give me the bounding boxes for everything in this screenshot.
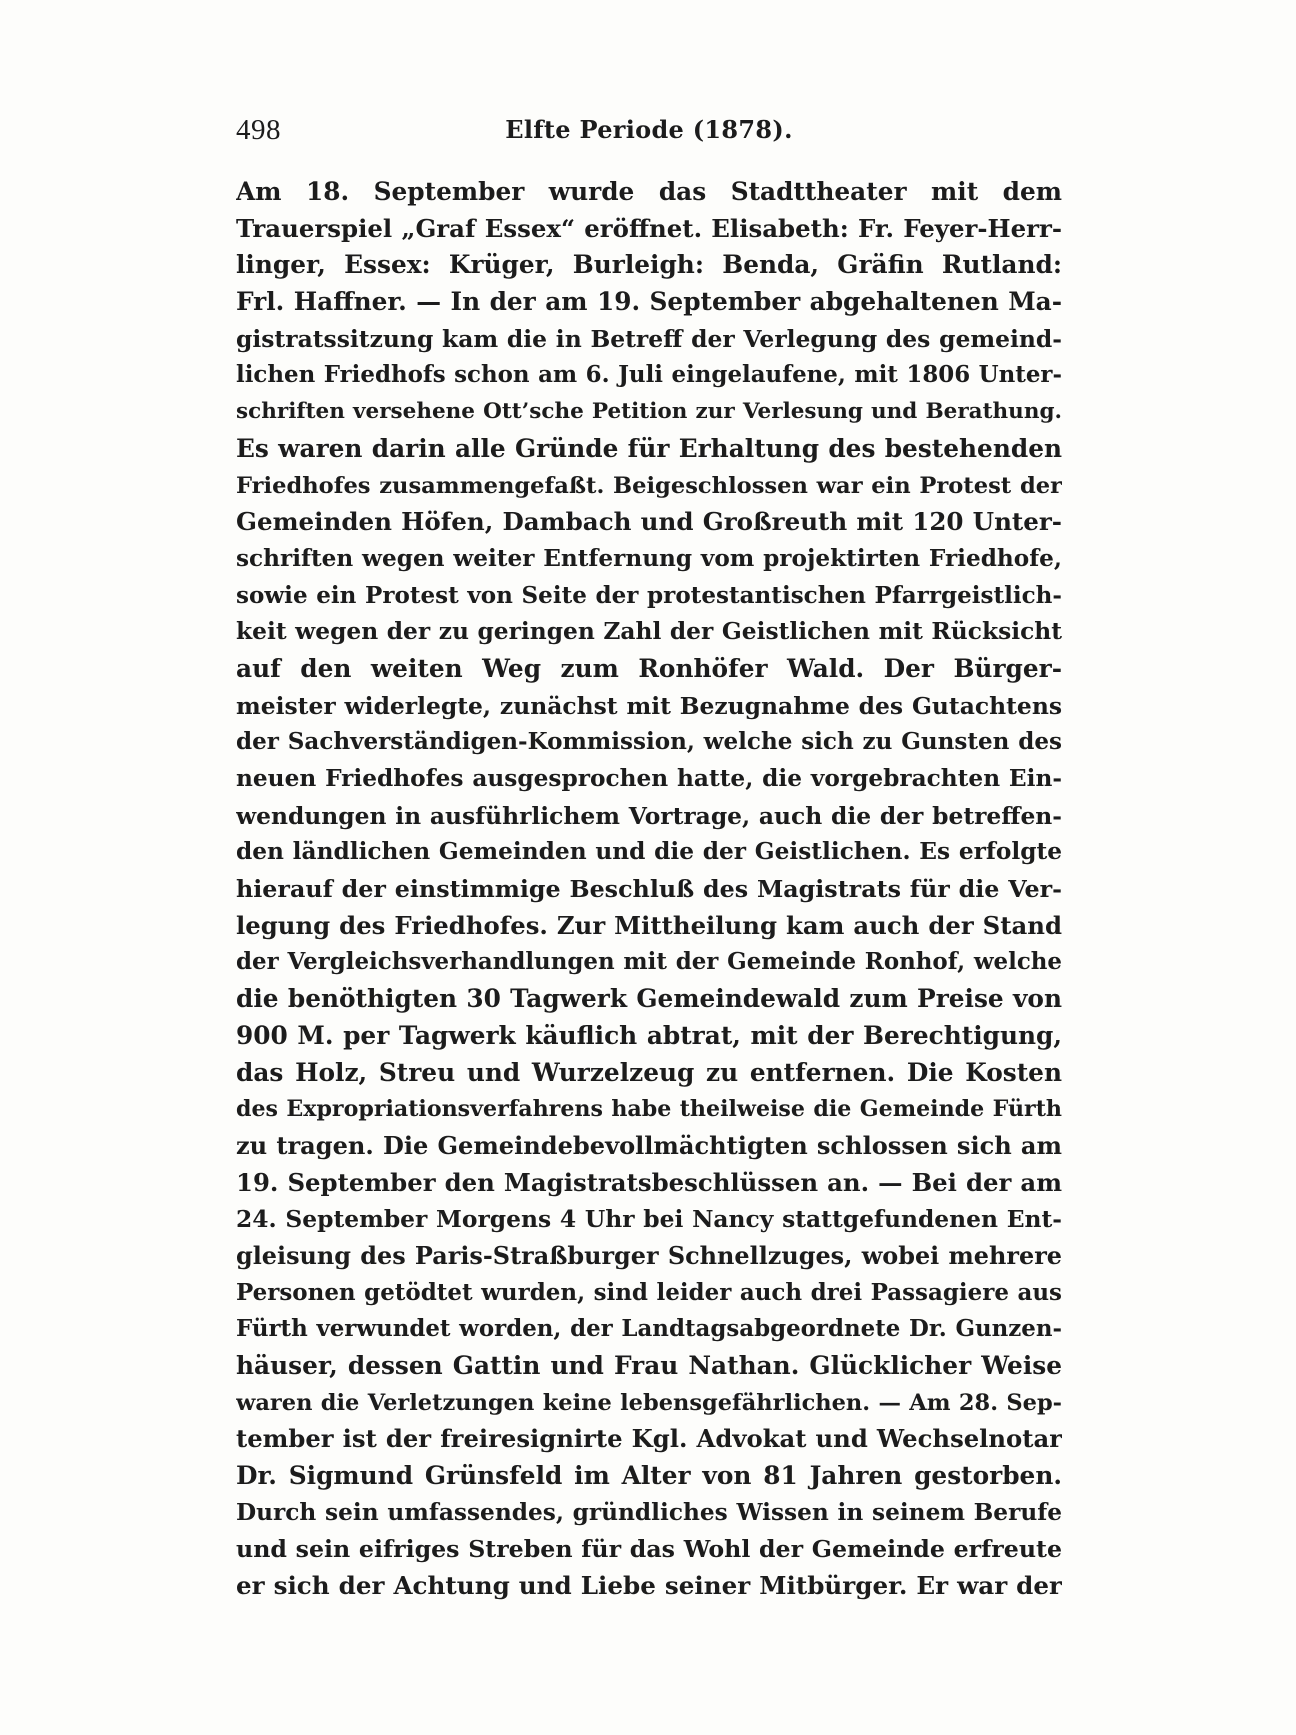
text-line: hierauf der einstimmige Beschluß des Magistrats für die Ver- [236, 875, 1062, 904]
body-text [236, 174, 1062, 1605]
text-line: wendungen in ausführlichem Vortrage, auch die der betreffen- [236, 801, 1062, 830]
text-line: lichen Friedhofs schon am 6. Juli eingelaufene, mit 1806 Unter- [236, 361, 1062, 389]
text-line: sowie ein Protest von Seite der protestantischen Pfarrgeistlich- [236, 581, 1062, 609]
text-line: des Expropriationsverfahrens habe theilweise die Gemeinde Fürth [236, 1096, 1062, 1123]
text-line: gistratssitzung kam die in Betreff der Verlegung des gemeind- [236, 324, 1062, 353]
text-line: Frl. Haffner. — In der am 19. September abgehaltenen Ma- [236, 287, 1062, 317]
text-line: er sich der Achtung und Liebe seiner Mitbürger. Er war der [236, 1571, 1062, 1601]
text-line: 24. September Morgens 4 Uhr bei Nancy stattgefundenen Ent- [236, 1205, 1062, 1234]
text-line: Durch sein umfassendes, gründliches Wissen in seinem Berufe [236, 1498, 1062, 1526]
text-line: linger, Essex: Krüger, Burleigh: Benda, Gräfin Rutland: [236, 250, 1062, 280]
text-line: zu tragen. Die Gemeindebevollmächtigten schlossen sich am [236, 1130, 1062, 1160]
text-line: Dr. Sigmund Grünsfeld im Alter von 81 Jahren gestorben. [236, 1461, 1062, 1491]
text-line: Gemeinden Höfen, Dambach und Großreuth mit 120 Unter- [236, 507, 1062, 537]
text-line: Es waren darin alle Gründe für Erhaltung des bestehenden [236, 433, 1062, 463]
text-line: Am 18. September wurde das Stadttheater mit dem [236, 177, 1062, 206]
text-line: neuen Friedhofes ausgesprochen hatte, die vorgebrachten Ein- [236, 765, 1062, 792]
text-line: auf den weiten Weg zum Ronhöfer Wald. Der Bürger- [236, 653, 1062, 683]
text-line: der Sachverständigen-Kommission, welche sich zu Gunsten des [236, 728, 1062, 756]
text-line: den ländlichen Gemeinden und die der Geistlichen. Es erfolgte [236, 838, 1062, 866]
text-line: meister widerlegte, zunächst mit Bezugnahme des Gutachtens [236, 691, 1062, 720]
page-header [236, 112, 1062, 152]
page-number: 498 [236, 114, 281, 146]
text-line: und sein eifriges Streben für das Wohl der Gemeinde erfreute [236, 1535, 1062, 1564]
text-line: schriften wegen weiter Entfernung vom projektirten Friedhofe, [236, 544, 1062, 572]
text-line: schriften versehene Ott’sche Petition zur Verlesung und Berathung. [236, 399, 1062, 425]
text-line: 19. September den Magistratsbeschlüssen an. — Bei der am [236, 1167, 1062, 1197]
text-line: legung des Friedhofes. Zur Mittheilung kam auch der Stand [236, 910, 1062, 940]
text-line: 900 M. per Tagwerk käuflich abtrat, mit der Berechtigung, [236, 1020, 1062, 1050]
running-head: Elfte Periode (1878). [505, 115, 793, 144]
text-line: Personen getödtet wurden, sind leider auch drei Passagiere aus [236, 1278, 1062, 1306]
text-line: keit wegen der zu geringen Zahl der Geistlichen mit Rücksicht [236, 618, 1062, 646]
text-line: häuser, dessen Gattin und Frau Nathan. Glücklicher Weise [236, 1351, 1062, 1380]
text-line: waren die Verletzungen keine lebensgefährlichen. — Am 28. Sep- [236, 1389, 1062, 1416]
text-line: Friedhofes zusammengefaßt. Beigeschlossen war ein Protest der [236, 472, 1062, 499]
text-line: Fürth verwundet worden, der Landtagsabgeordnete Dr. Gunzen- [236, 1315, 1062, 1343]
text-line: das Holz, Streu und Wurzelzeug zu entfernen. Die Kosten [236, 1057, 1062, 1087]
text-line: gleisung des Paris-Straßburger Schnellzuges, wobei mehrere [236, 1241, 1062, 1270]
text-line: tember ist der freiresignirte Kgl. Advokat und Wechselnotar [236, 1424, 1062, 1454]
text-line: Trauerspiel „Graf Essex“ eröffnet. Elisabeth: Fr. Feyer-Herr- [236, 213, 1062, 243]
text-line: der Vergleichsverhandlungen mit der Gemeinde Ronhof, welche [236, 948, 1062, 976]
text-line: die benöthigten 30 Tagwerk Gemeindewald zum Preise von [236, 984, 1062, 1014]
